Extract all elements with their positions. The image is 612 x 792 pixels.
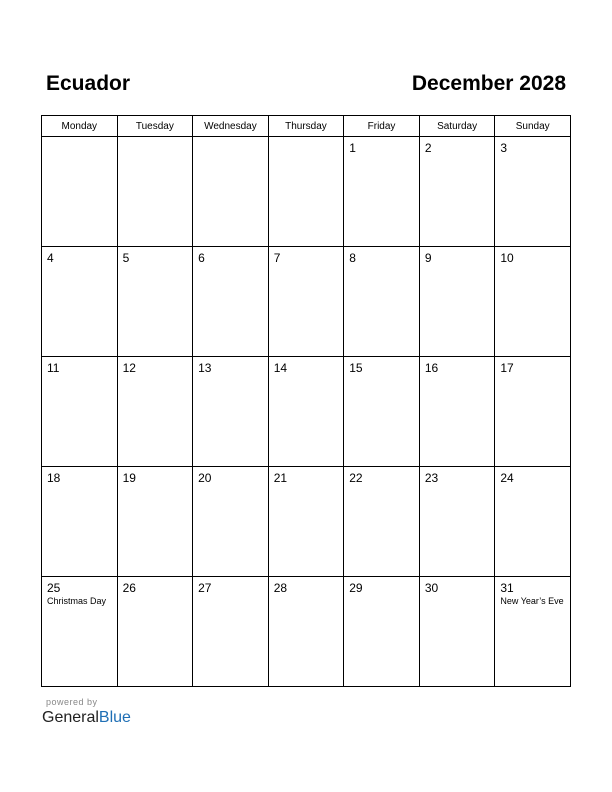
day-number: 16 bbox=[424, 361, 439, 375]
week-row bbox=[42, 577, 571, 687]
holiday-label: New Year’s Eve bbox=[500, 596, 564, 606]
day-cell bbox=[419, 357, 495, 467]
day-number: 4 bbox=[47, 251, 54, 265]
weekday-header: Monday bbox=[42, 116, 118, 137]
day-cell bbox=[419, 577, 495, 687]
day-cell bbox=[344, 577, 420, 687]
day-number: 21 bbox=[273, 471, 288, 485]
day-cell bbox=[419, 247, 495, 357]
day-number: 13 bbox=[198, 361, 212, 375]
weekday-header: Friday bbox=[344, 116, 420, 137]
day-cell bbox=[42, 137, 118, 247]
day-number bbox=[193, 137, 268, 141]
day-cell bbox=[42, 247, 118, 357]
logo-text-blue: Blue bbox=[98, 709, 131, 726]
day-number: 26 bbox=[122, 581, 136, 595]
day-cell bbox=[117, 357, 193, 467]
day-number bbox=[269, 137, 344, 141]
day-number: 6 bbox=[198, 251, 205, 265]
day-number: 10 bbox=[500, 251, 514, 265]
day-number: 22 bbox=[349, 471, 363, 485]
day-cell bbox=[495, 357, 571, 467]
day-cell bbox=[193, 357, 269, 467]
day-cell bbox=[268, 137, 344, 247]
day-cell bbox=[495, 137, 571, 247]
day-cell bbox=[193, 467, 269, 577]
day-number: 23 bbox=[424, 471, 439, 485]
weekday-header-row bbox=[42, 116, 571, 137]
day-cell bbox=[344, 467, 420, 577]
holiday-label: Christmas Day bbox=[47, 596, 107, 606]
day-number: 8 bbox=[349, 251, 356, 265]
week-row bbox=[42, 467, 571, 577]
day-number: 3 bbox=[500, 141, 508, 155]
day-number: 20 bbox=[198, 471, 212, 485]
weekday-header: Thursday bbox=[268, 116, 344, 137]
day-number: 24 bbox=[500, 471, 514, 485]
day-cell bbox=[42, 357, 118, 467]
day-cell bbox=[117, 577, 193, 687]
day-cell bbox=[117, 137, 193, 247]
day-number: 27 bbox=[198, 581, 212, 595]
country-title: Ecuador bbox=[46, 72, 131, 95]
generalblue-logo[interactable] bbox=[42, 708, 131, 728]
calendar-grid bbox=[41, 115, 571, 687]
day-cell bbox=[495, 577, 571, 687]
day-cell bbox=[42, 467, 118, 577]
day-cell bbox=[495, 467, 571, 577]
day-cell bbox=[117, 467, 193, 577]
day-number: 30 bbox=[424, 581, 439, 595]
day-number: 17 bbox=[500, 361, 514, 375]
day-number: 31 bbox=[500, 581, 514, 595]
week-row bbox=[42, 247, 571, 357]
day-number: 19 bbox=[122, 471, 136, 485]
day-cell bbox=[42, 577, 118, 687]
day-cell bbox=[344, 357, 420, 467]
day-cell bbox=[193, 577, 269, 687]
day-cell bbox=[344, 137, 420, 247]
day-cell bbox=[419, 467, 495, 577]
day-number bbox=[42, 137, 117, 141]
powered-by-label: powered by bbox=[46, 697, 98, 707]
day-number bbox=[118, 137, 193, 141]
week-row bbox=[42, 357, 571, 467]
day-cell bbox=[193, 247, 269, 357]
day-cell bbox=[193, 137, 269, 247]
day-cell bbox=[268, 357, 344, 467]
day-cell bbox=[117, 247, 193, 357]
day-number: 14 bbox=[273, 361, 288, 375]
day-number: 15 bbox=[349, 361, 363, 375]
weekday-header: Wednesday bbox=[193, 116, 269, 137]
day-cell bbox=[495, 247, 571, 357]
day-number: 5 bbox=[122, 251, 130, 265]
day-number: 28 bbox=[273, 581, 288, 595]
weekday-header: Tuesday bbox=[117, 116, 193, 137]
day-cell bbox=[268, 577, 344, 687]
weekday-header: Sunday bbox=[495, 116, 571, 137]
day-number: 7 bbox=[273, 251, 281, 265]
day-number: 12 bbox=[122, 361, 136, 375]
weekday-header: Saturday bbox=[419, 116, 495, 137]
day-number: 9 bbox=[424, 251, 432, 265]
day-cell bbox=[419, 137, 495, 247]
day-number: 29 bbox=[349, 581, 363, 595]
day-cell bbox=[268, 467, 344, 577]
day-number: 11 bbox=[47, 361, 60, 375]
logo-text-general: General bbox=[42, 709, 99, 726]
day-number: 18 bbox=[47, 471, 61, 485]
day-number: 1 bbox=[349, 141, 356, 155]
day-cell bbox=[344, 247, 420, 357]
month-title: December 2028 bbox=[411, 72, 566, 95]
week-row bbox=[42, 137, 571, 247]
day-number: 2 bbox=[424, 141, 432, 155]
day-number: 25 bbox=[47, 581, 61, 595]
day-cell bbox=[268, 247, 344, 357]
